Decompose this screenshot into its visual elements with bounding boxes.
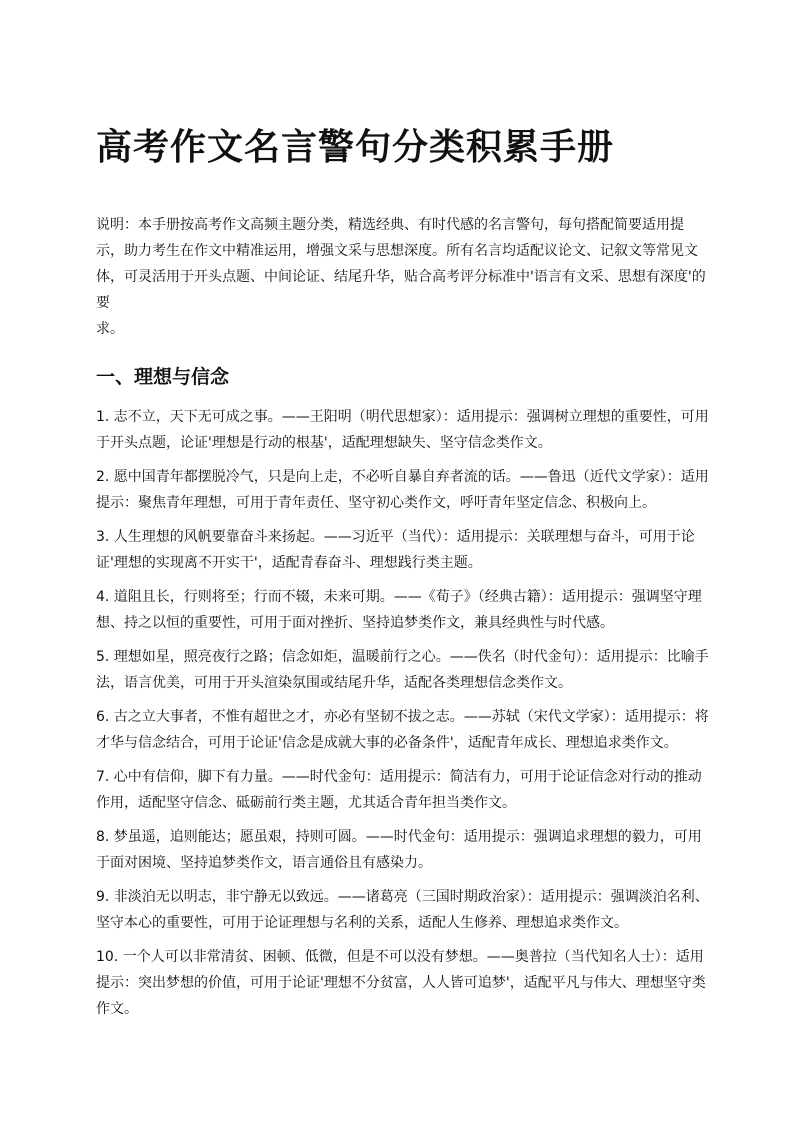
quote-item: 5. 理想如星，照亮夜行之路；信念如炬，温暖前行之心。——佚名（时代金句）：适用提示：比喻手法，语言优美，可用于开头渲染氛围或结尾升华，适配各类理想信念类作文。 [96,649,709,691]
quote-item: 4. 道阻且长，行则将至；行而不辍，未来可期。——《荀子》（经典古籍）：适用提示：强调坚守理想、持之以恒的重要性，可用于面对挫折、坚持追梦类作文，兼具经典性与时代感。 [96,589,702,631]
quote-item: 8. 梦虽遥，追则能达；愿虽艰，持则可圆。——时代金句：适用提示：强调追求理想的毅力，可用于面对困境、坚持追梦类作文，语言通俗且有感染力。 [96,829,702,871]
quote-item: 3. 人生理想的风帆要靠奋斗来扬起。——习近平（当代）：适用提示：关联理想与奋斗，可用于论证'理想的实现离不开实干'，适配青春奋斗、理想践行类主题。 [96,529,695,571]
quote-item: 7. 心中有信仰，脚下有力量。——时代金句：适用提示：简洁有力，可用于论证信念对行动的推动作用，适配坚守信念、砥砺前行类主题，尤其适合青年担当类作文。 [96,769,702,811]
quote-item: 6. 古之立大事者，不惟有超世之才，亦必有坚韧不拔之志。——苏轼（宋代文学家）：适用提示：将才华与信念结合，可用于论证'信念是成就大事的必备条件'，适配青年成长、理想追求类作文。 [96,709,709,751]
quote-item: 2. 愿中国青年都摆脱冷气，只是向上走，不必听自暴自弃者流的话。——鲁迅（近代文学家）：适用提示：聚焦青年理想，可用于青年责任、坚守初心类作文，呼吁青年坚定信念、积极向上。 [96,469,709,511]
quote-item: 10. 一个人可以非常清贫、困顿、低微，但是不可以没有梦想。——奥普拉（当代知名人士）：适用提示：突出梦想的价值，可用于论证'理想不分贫富，人人皆可追梦'，适配平凡与伟大、理想坚守类作文。 [96,949,706,1017]
quote-item: 1. 志不立，天下无可成之事。——王阳明（明代思想家）：适用提示：强调树立理想的重要性，可用于开头点题，论证'理想是行动的根基'，适配理想缺失、坚守信念类作文。 [96,409,709,451]
intro-paragraph: 说明：本手册按高考作文高频主题分类，精选经典、有时代感的名言警句，每句搭配简要适用提示，助力考生在作文中精准运用，增强文采与思想深度。所有名言均适配议论文、记叙文等常见文体，可灵活用于开头点题、中间论证、结尾升华，贴合高考评分标准中'语言有文采、思想有深度'的要 [96,217,706,311]
section-heading-ideals-beliefs: 一、理想与信念 [96,366,230,388]
document-title: 高考作文名言警句分类积累手册 [96,127,615,168]
quote-item: 9. 非淡泊无以明志，非宁静无以致远。——诸葛亮（三国时期政治家）：适用提示：强调淡泊名利、坚守本心的重要性，可用于论证理想与名利的关系，适配人生修养、理想追求类作文。 [96,889,709,931]
intro-paragraph-tail: 求。 [96,321,124,337]
quote-list [96,404,712,1030]
